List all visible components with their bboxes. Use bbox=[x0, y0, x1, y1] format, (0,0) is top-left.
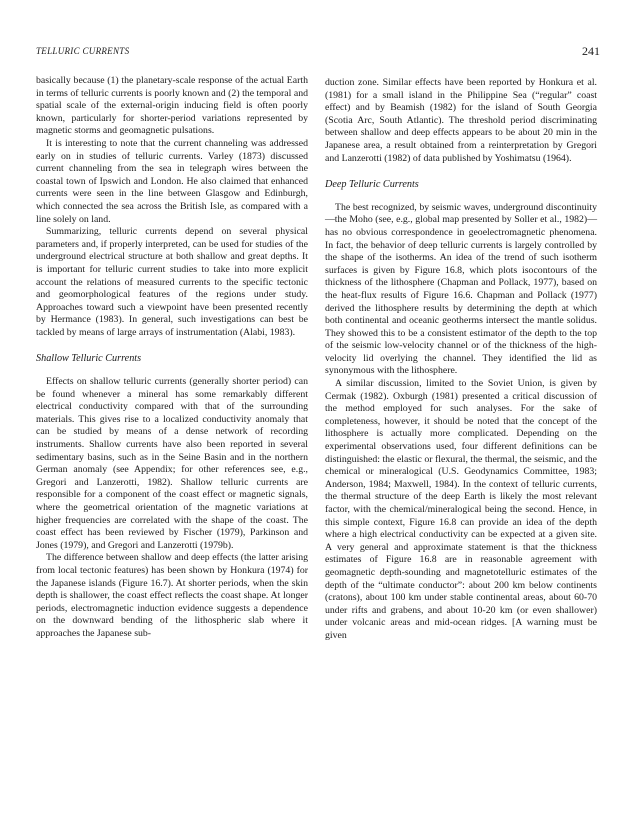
paragraph: Summarizing, telluric currents depend on several physical parameters and, if properly interpreted, can be used for studies of the underground electrical structure at both shallow and great depths. It is important for telluric current studies to take into more explicit account the relations of measured currents to the specific tectonic and geomorphological features of the regions under study. Approaches toward such a viewpoint have been presented recently by Hermance (1983). In general, such investigations can best be tackled by means of large arrays of instrumentation (Alabi, 1983). bbox=[36, 226, 308, 338]
paragraph: It is interesting to note that the current channeling was addressed early on in studies of telluric currents. Varley (1873) discussed current channeling from the sea in telegraph wires between the coastal town of Ipswich and London. He also claimed that enhanced currents were seen in the line between Glasgow and Edinburgh, which connected the sea across the British Isle, as compared with a line solely on land. bbox=[36, 137, 308, 225]
paragraph: Effects on shallow telluric currents (generally shorter period) can be found whenever a mineral has some remarkably different electrical conductivity compared with that of the surrounding materials. This gives rise to a localized conductivity anomaly that can be studied by means of a dense network of recording instruments. Shallow currents have also been reported in several sedimentary basins, such as in the Seine Basin and in the northern German anomaly (see Appendix; for other references see, e.g., Gregori and Lanzerotti, 1982). Shallow telluric currents are responsible for a component of the coast effect or magnetic signals, where the geometrical orientation of the magnetic variations at higher frequencies are correlated with the shape of the coast. The coast effect has been reviewed by Fischer (1979), Parkinson and Jones (1979), and Gregori and Lanzerotti (1979b). bbox=[36, 376, 308, 551]
section-heading-shallow: Shallow Telluric Currents bbox=[36, 353, 142, 365]
paragraph: The difference between shallow and deep effects (the latter arising from local tectonic features) has been shown by Honkura (1974) for the Japanese islands (Figure 16.7). At shorter periods, when the skin depth is shallower, the coast effect reflects the coast shape. At longer periods, electromagnetic induction evidence suggests a dependence on the downward bending of the lithospheric slab where it approaches the Japanese sub- bbox=[36, 552, 308, 639]
paragraph: A similar discussion, limited to the Soviet Union, is given by Cermak (1982). Oxburgh (1981) presented a critical discussion of the method employed for such analyses. For the sake of completeness, however, it should be noted that the concept of the lithosphere is actually more complicated. Depending on the experimental observations used, four different definitions can be distinguished: the elastic or flexural, the thermal, the seismic, and the chemical or mineralogical (U.S. Geodynamics Committee, 1983; Anderson, 1984; Maxwell, 1984). In the context of telluric currents, the thermal structure of the deep Earth is likely the most relevant factor, with the chemical/mineralogical being the second. Hence, in this simple context, Figure 16.8 can provide an idea of the depth where a high electrical conductivity can be expected at a given site. A very general and approximate statement is that the thickness estimates of Figure 16.8 are in reasonable agreement with geomagnetic depth-sounding and magnetotelluric estimates of the depth of the “ultimate conductor”: about 200 km below continents (cratons), about 100 km under stable continental areas, about 60-70 under rifts and grabens, and about 10-20 km (or even shallower) under volcanic areas and mid-ocean ridges. [A warning must be given bbox=[325, 378, 597, 641]
paragraph: duction zone. Similar effects have been reported by Honkura et al. (1981) for a small island in the Philippine Sea (“regular” coast effect) and by Beamish (1982) for the island of South Georgia (Scotia Arc, South Atlantic). The threshold period discriminating between shallow and deep effects appears to be about 20 min in the Japanese area, a result obtained from a reinterpretation by Gregori and Lanzerotti (1982) of data published by Yoshimatsu (1964). bbox=[325, 77, 597, 164]
right-column bbox=[325, 77, 597, 643]
running-title: TELLURIC CURRENTS bbox=[36, 46, 130, 56]
section-heading-deep: Deep Telluric Currents bbox=[325, 179, 419, 191]
paragraph: The best recognized, by seismic waves, underground discontinuity—the Moho (see, e.g., global map presented by Soller et al., 1982)—has no obvious correspondence in geoelectromagnetic phenomena. In fact, the behavior of deep telluric currents is largely controlled by the shape of the isotherms. An idea of the trend of such isotherm surfaces is given by Figure 16.8, which plots isocontours of the thickness of the lithosphere (Chapman and Pollack, 1977), based on the heat-flux results of Figure 16.6. Chapman and Pollack (1977) derived the lithosphere results by determining the depth at which both continental and oceanic geotherms intersect the mantle solidus. They showed this to be a consistent estimator of the depth to the top of the seismic low-velocity channel or of the thickness of the high-velocity lid overlying the channel. They identified the lid as synonymous with the lithosphere. bbox=[325, 201, 597, 377]
left-column bbox=[36, 75, 308, 641]
paragraph: basically because (1) the planetary-scale response of the actual Earth in terms of telluric currents is poorly known and (2) the temporal and spatial scale of the external-origin inducing field is often poorly known, particularly for shorter-period variations represented by magnetic storms and geomagnetic pulsations. bbox=[36, 75, 308, 137]
page-number: 241 bbox=[582, 44, 600, 58]
